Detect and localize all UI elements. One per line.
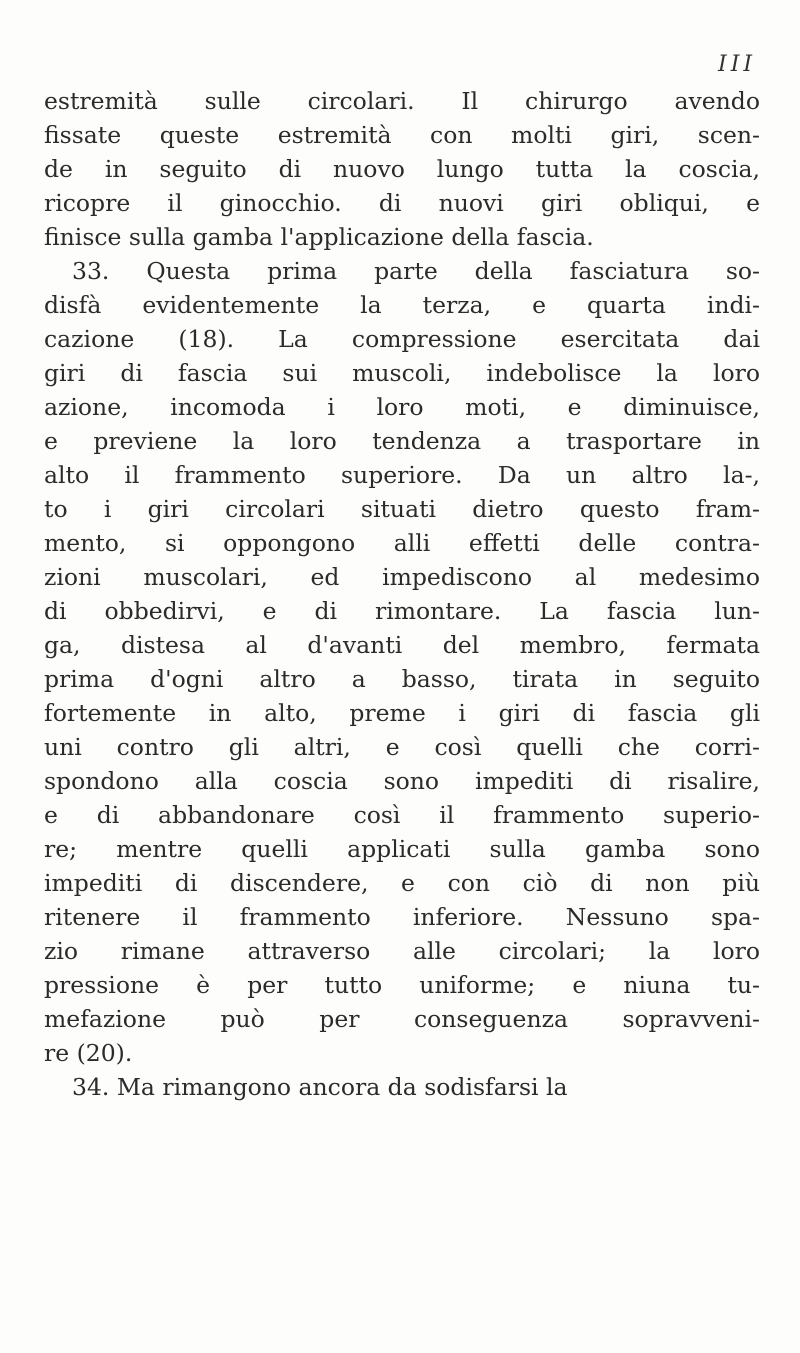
text-line: estremità sulle circolari. Il chirurgo avendo <box>44 87 760 115</box>
paragraph-start-34: 34. Ma rimangono ancora da sodisfarsi la <box>72 1073 568 1101</box>
text-line: di obbedirvi, e di rimontare. La fascia lun- <box>44 597 760 625</box>
text-line: re (20). <box>44 1039 133 1067</box>
text-line: impediti di discendere, e con ciò di non più <box>44 869 760 897</box>
text-line: cazione (18). La compressione esercitata dai <box>44 325 760 353</box>
text-line: ricopre il ginocchio. di nuovi giri obliqui, e <box>44 189 760 217</box>
text-line: azione, incomoda i loro moti, e diminuisce, <box>44 393 760 421</box>
text-line: zio rimane attraverso alle circolari; la loro <box>44 937 760 965</box>
text-line: fissate queste estremità con molti giri, scen- <box>44 121 760 149</box>
text-line: re; mentre quelli applicati sulla gamba sono <box>44 835 760 863</box>
text-line: mento, si oppongono alli effetti delle contra- <box>44 529 760 557</box>
text-line: fortemente in alto, preme i giri di fascia gli <box>44 699 760 727</box>
text-line: alto il frammento superiore. Da un altro la-, <box>44 461 760 489</box>
text-line: uni contro gli altri, e così quelli che corri- <box>44 733 760 761</box>
text-line: mefazione può per conseguenza sopravveni- <box>44 1005 760 1033</box>
page-number: III <box>718 52 757 77</box>
text-line: giri di fascia sui muscoli, indebolisce la loro <box>44 359 760 387</box>
text-line: finisce sulla gamba l'applicazione della fascia. <box>44 223 594 251</box>
text-line: e di abbandonare così il frammento superio- <box>44 801 760 829</box>
text-line: to i giri circolari situati dietro questo fram- <box>44 495 760 523</box>
text-line: disfà evidentemente la terza, e quarta indi- <box>44 291 760 319</box>
text-line: ritenere il frammento inferiore. Nessuno spa- <box>44 903 760 931</box>
text-line: pressione è per tutto uniforme; e niuna tu- <box>44 971 760 999</box>
text-line: spondono alla coscia sono impediti di risalire, <box>44 767 760 795</box>
paragraph-start-33: 33. Questa prima parte della fasciatura so- <box>72 257 760 285</box>
text-line: de in seguito di nuovo lungo tutta la coscia, <box>44 155 760 183</box>
text-line: e previene la loro tendenza a trasportare in <box>44 427 760 455</box>
text-line: ga, distesa al d'avanti del membro, fermata <box>44 631 760 659</box>
text-line: zioni muscolari, ed impediscono al medesimo <box>44 563 760 591</box>
body-text <box>44 84 760 1104</box>
text-line: prima d'ogni altro a basso, tirata in seguito <box>44 665 760 693</box>
